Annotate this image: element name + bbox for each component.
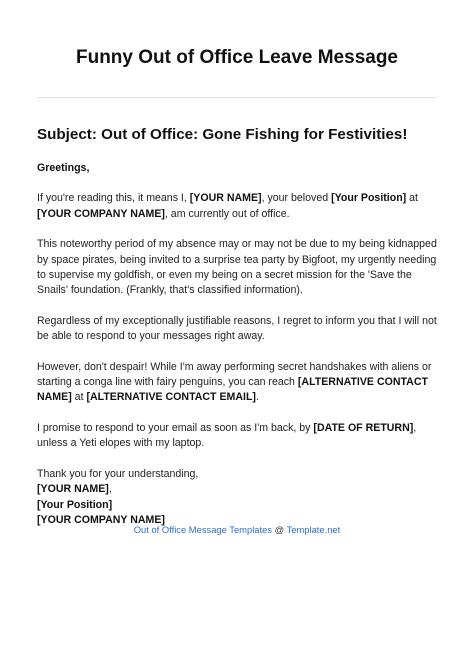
placeholder-alt-contact-name: [ALTERNATIVE CONTACT NAME] <box>37 376 428 404</box>
footer-separator: @ <box>272 524 287 535</box>
document-title: Funny Out of Office Leave Message <box>75 47 399 68</box>
alt-text-b: at <box>71 391 87 404</box>
signature-position-line <box>37 498 437 513</box>
intro-text-d: , am currently out of office. <box>164 207 290 220</box>
intro-text-c: at <box>406 192 418 205</box>
title-divider <box>37 97 437 98</box>
greeting-text: Greetings, <box>37 162 90 174</box>
return-text-b: , unless a Yeti elopes with my laptop. <box>37 421 417 450</box>
paragraph-intro <box>37 191 437 222</box>
signature-position: [Your Position] <box>37 498 113 511</box>
placeholder-date-of-return: [DATE OF RETURN] <box>313 421 414 434</box>
signature-name-line <box>37 482 437 497</box>
email-subject: Subject: Out of Office: Gone Fishing for Festivities! <box>37 126 408 143</box>
alt-text-a: However, don't despair! While I'm away performing secret handshakes with aliens or starting a conga line with fairy penguins, you can reach <box>37 360 432 389</box>
paragraph-return <box>37 421 437 452</box>
greeting <box>37 161 437 176</box>
footer-credit <box>0 524 474 535</box>
signature-company: [YOUR COMPANY NAME] <box>37 513 165 526</box>
signature-name: [YOUR NAME] <box>37 483 109 496</box>
paragraph-absence: This noteworthy period of my absence may or may not be due to my being kidnapped by space pirates, being invited to a surprise tea party by Bigfoot, my urgently needing to supervise my goldfish, or even my being on a secret mission for the 'Save the Snails' foundation. (Frankly, that's classified information). <box>37 238 437 297</box>
placeholder-your-position: [Your Position] <box>331 192 407 205</box>
alt-text-c: . <box>255 391 259 404</box>
return-text-a: I promise to respond to your email as soon as I'm back, by <box>37 421 314 434</box>
paragraph-alternative-contact <box>37 360 437 406</box>
footer-link-templates[interactable]: Out of Office Message Templates <box>133 524 272 535</box>
signature-name-suffix: , <box>108 483 112 496</box>
placeholder-company-name: [YOUR COMPANY NAME] <box>37 207 165 220</box>
intro-text-a: If you're reading this, it means I, <box>37 192 190 205</box>
placeholder-alt-contact-email: [ALTERNATIVE CONTACT EMAIL] <box>86 391 256 404</box>
footer-link-template-net[interactable]: Template.net <box>286 524 341 535</box>
closing-line: Thank you for your understanding, <box>37 467 199 480</box>
paragraph-regret: Regardless of my exceptionally justifiable reasons, I regret to inform you that I will not be able to respond to your messages right away. <box>37 314 437 343</box>
signature-block <box>37 467 437 529</box>
placeholder-your-name: [YOUR NAME] <box>189 192 262 205</box>
letter-body <box>37 161 437 528</box>
intro-text-b: , your beloved <box>261 192 332 205</box>
